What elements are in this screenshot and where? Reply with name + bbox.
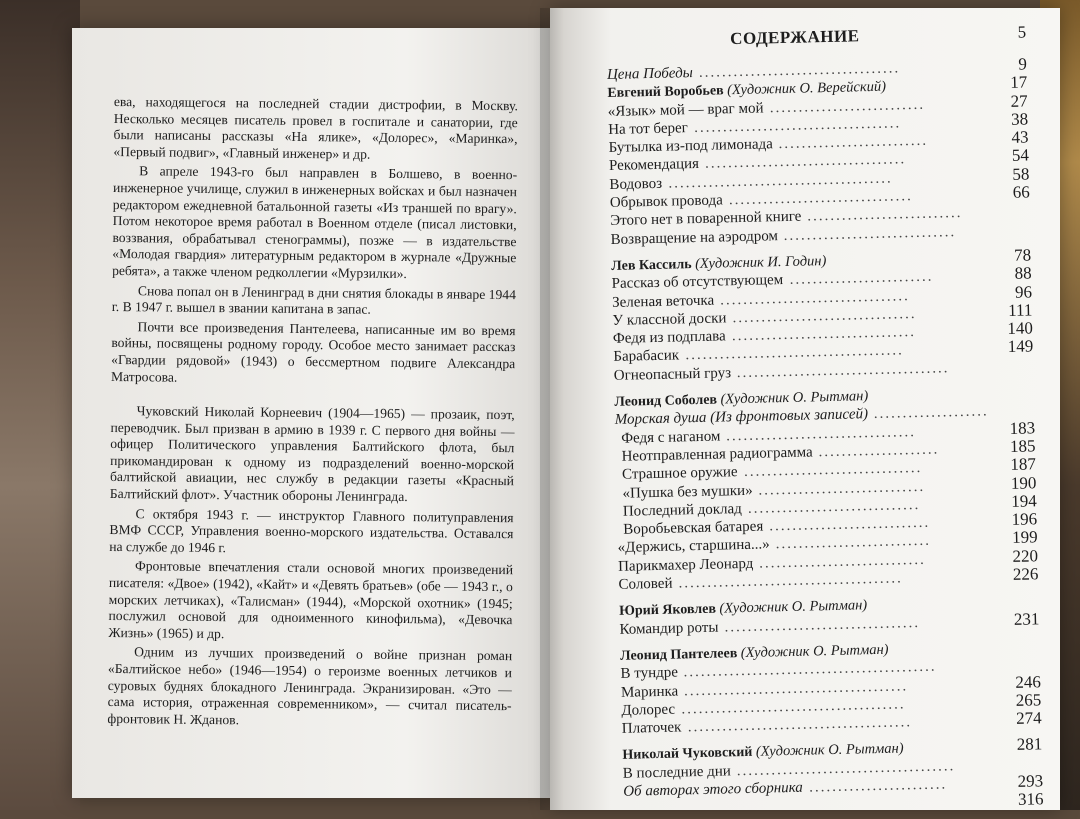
toc-leader-dots: .......................................	[683, 677, 909, 699]
toc-page-number: 88	[1014, 263, 1032, 284]
toc-leader-dots: .......................................	[668, 170, 893, 192]
toc-leader-dots: ............................	[769, 514, 931, 535]
toc-entry-label: Цена Победы	[606, 65, 694, 83]
toc-author-name: Николай Чуковский	[622, 745, 753, 764]
toc-entry-label: Морская душа (Из фронтовых записей)	[614, 406, 869, 429]
toc-leader-dots: ............................................	[683, 658, 937, 681]
toc-author-artist: (Художник О. Рытман)	[719, 597, 868, 617]
left-paragraph: ева, находящегося на последней стадии дистрофии, в Москву. Несколько месяцев писатель провел в госпитале и санатории, где были написаны рассказы «На ялике», «Долорес», «Маринка», «Первый подвиг», «Главный инженер» и др.	[113, 94, 518, 162]
toc-page-number: 316	[1017, 789, 1044, 810]
toc-leader-dots: ....................	[873, 403, 989, 423]
toc-leader-dots: ......................................	[685, 342, 904, 364]
toc-entry-label: Воробьевская батарея	[623, 518, 764, 538]
toc-author-artist: (Художник О. Рытман)	[755, 740, 904, 761]
toc-entry-label: «Держись, старшина...»	[617, 536, 770, 557]
toc-entry-label: Барабасик	[613, 347, 680, 366]
toc-page-number: 190	[1010, 472, 1037, 493]
toc-author-name: Юрий Яковлев	[618, 601, 717, 620]
toc-leader-dots: .....................	[818, 441, 940, 461]
open-book	[62, 0, 1062, 810]
toc-author-name: Лев Кассиль	[611, 257, 692, 274]
toc-page-number: 185	[1009, 436, 1036, 456]
toc-page-number: 293	[1017, 771, 1044, 791]
toc-entry-label: «Пушка без мушки»	[622, 482, 753, 502]
toc-page-number: 265	[1015, 690, 1042, 710]
right-page	[550, 8, 1060, 810]
toc-author-artist: (Художник О. Рытман)	[720, 388, 869, 408]
toc-page-number: 226	[1012, 564, 1039, 584]
toc-entry-label: Бутылка из-под лимонада	[608, 136, 774, 157]
toc-entry-label: На тот берег	[608, 120, 688, 138]
toc-leader-dots: ................................	[732, 305, 917, 327]
toc-page-number: 194	[1011, 491, 1037, 511]
toc-page-number: 246	[1015, 671, 1042, 692]
left-paragraph: Чуковский Николай Корнеевич (1904—1965) — прозаик, поэт, переводчик. Был призван в армию в 1939 г. С первого дня войны — офицер Политического управления Балтийского флота, был прикомандирован к одному из подразделений военно-морской балтийской авиации, нес службу в редакции газеты «Красный Балтийский флот». Участник обороны Ленинграда.	[109, 403, 515, 505]
toc-leader-dots: .......................................	[687, 714, 913, 736]
toc-leader-dots: .......................................	[678, 570, 903, 592]
toc-entry-label: Страшное оружие	[621, 464, 738, 483]
toc-leader-dots: .................................	[719, 287, 910, 309]
toc-title: СОДЕРЖАНИЕ	[729, 26, 860, 49]
toc-page-number: 220	[1012, 546, 1039, 566]
toc-leader-dots: ...........................	[775, 533, 932, 553]
left-paragraph: Одним из лучших произведений о войне признан роман «Балтийское небо» (1946—1954) о героизме военных летчиков и суровых буднях блокадного Ленинграда. Экранизирован. «Это — сама история, отраженная современником», — считал писатель-фронтовик Н. Жданов.	[107, 644, 513, 728]
toc-leader-dots: ....................................	[694, 115, 902, 136]
toc-leader-dots: .............................	[758, 478, 926, 499]
toc-entry-label: Маринка	[620, 683, 679, 701]
toc-page-number: 274	[1015, 708, 1042, 728]
toc-author-artist: (Художник О. Рытман)	[740, 641, 889, 662]
toc-author-name: Леонид Соболев	[614, 392, 718, 410]
toc-leader-dots: ..............................	[747, 496, 921, 517]
toc-page-number: 54	[1011, 145, 1030, 166]
toc-entry-label: Зеленая веточка	[611, 292, 715, 311]
book-spine	[540, 8, 564, 810]
toc-leader-dots: ........................	[809, 776, 948, 796]
toc-entry-label: Соловей	[618, 575, 673, 593]
toc-entry-label: Долорес	[621, 701, 676, 719]
toc-page-number: 199	[1011, 527, 1038, 548]
toc-entry-label: «Язык» мой — враг мой	[607, 100, 764, 120]
toc-entry-label: Парикмахер Леонард	[617, 555, 754, 575]
toc-entry-label: Командир роты	[619, 619, 719, 638]
left-page	[72, 28, 550, 798]
toc-entry-label: Неотправленная радиограмма	[621, 444, 813, 465]
toc-entry-label: Об авторах этого сборника	[623, 779, 804, 800]
toc-leader-dots: ................................	[731, 324, 917, 345]
left-paragraph: Почти все произведения Пантелеева, написанные им во время войны, посвящены родному городу. Особое место занимает рассказ «Гвардии рядовой» (1943) о бессмертном подвиге Александра Матросова.	[110, 318, 516, 385]
toc-page-number: 183	[1009, 418, 1036, 438]
toc-entry-label: Платочек	[621, 719, 682, 737]
toc-page-number: 187	[1010, 454, 1037, 475]
toc-page-number: 78	[1013, 245, 1032, 265]
toc-page-number: 140	[1007, 318, 1034, 339]
toc-page-number: 58	[1012, 164, 1030, 184]
toc-page-number: 196	[1011, 509, 1038, 530]
toc-leader-dots: ...........................	[769, 96, 926, 116]
left-paragraph: В апреле 1943-го был направлен в Болшево, в военно-инженерное училище, служил в инженерных войсках и был назначен редактором ежедневной батальонной газеты «Из траншей по врагу». Потом некоторое время работал в Военном отделе (писал листовки, воззвания, обрабатывал стенограммы), позже — в издательстве «Молодая гвардия» литературным редактором в журнале «Дружные ребята», а также членом редколлегии «Мурзилки».	[112, 163, 518, 282]
toc-page-number: 27	[1010, 91, 1028, 111]
toc-leader-dots: ................................	[728, 188, 913, 209]
toc-entry-label: В тундре	[620, 664, 679, 683]
toc-entry-label: Водовоз	[609, 175, 663, 193]
toc-entry-label: Рекомендация	[608, 156, 700, 175]
toc-leader-dots: ..........................	[778, 132, 929, 153]
toc-leader-dots: ...........................	[807, 205, 963, 225]
toc-author-name: Евгений Воробьев	[607, 83, 724, 102]
toc-author-artist: (Художник О. Верейский)	[726, 78, 887, 99]
toc-entry-label: Возвращение на аэродром	[610, 227, 779, 248]
toc-entry-label: Обрывок провода	[609, 192, 723, 212]
toc-entry-label: Рассказ об отсутствующем	[611, 272, 784, 293]
toc-entry-label: Последний доклад	[622, 500, 743, 520]
toc-page-number: 43	[1011, 127, 1029, 148]
toc-leader-dots: .................................	[726, 423, 917, 445]
toc-page-number: 231	[1013, 608, 1040, 629]
toc-page-number: 9	[1018, 54, 1028, 74]
toc-entry-label: Огнеопасный груз	[613, 365, 732, 384]
toc-page-number: 111	[1007, 300, 1033, 320]
toc-entry-label: У классной доски	[612, 310, 727, 329]
left-paragraph: С октября 1943 г. — инструктор Главного политуправления ВМФ СССР, Управления военно-морского издательства. Оставался на службе до 1946 г.	[109, 505, 514, 556]
left-paragraph: Снова попал он в Ленинград в дни снятия блокады в январе 1944 г. В 1947 г. вышел в звании капитана в запас.	[111, 282, 517, 317]
toc-author-artist: (Художник И. Годин)	[694, 253, 827, 273]
toc-leader-dots: .............................	[758, 551, 926, 572]
toc-entry-label: В последние дни	[622, 763, 732, 782]
left-paragraph: Фронтовые впечатления стали основой многих произведений писателя: «Двое» (1942), «Кайт» и «Девять братьев» (обе — 1943 г., о морских летчиках), «Талисман» (1944), «Морской охотник» (1945; послужил основой для одноименного кинофильма), «Девочка Жизнь» (1965) и др.	[108, 558, 514, 641]
table-of-contents	[606, 22, 1064, 819]
toc-leader-dots: .....................................	[736, 360, 950, 381]
toc-rows	[607, 56, 1064, 819]
toc-leader-dots: ...................................	[698, 60, 901, 81]
toc-page-number: 17	[1010, 72, 1028, 93]
left-page-text	[107, 94, 518, 735]
toc-author-name: Леонид Пантелеев	[619, 646, 738, 664]
toc-page-number: 96	[1014, 281, 1033, 302]
toc-leader-dots: .........................	[789, 268, 934, 289]
toc-leader-dots: ......................................	[736, 757, 956, 779]
toc-page-number: 149	[1007, 336, 1034, 357]
toc-entry-label: Федя с наганом	[621, 428, 721, 447]
toc-leader-dots: .......................................	[681, 696, 906, 718]
toc-leader-dots: ..............................	[783, 223, 957, 244]
toc-leader-dots: ..................................	[724, 614, 921, 636]
toc-leader-dots: ...............................	[743, 460, 923, 481]
toc-page-number: 281	[1016, 734, 1043, 755]
toc-page-number: 66	[1012, 182, 1030, 202]
toc-entry-label: Федя из подплава	[612, 328, 726, 348]
toc-page-number: 38	[1010, 109, 1029, 129]
toc-entry-label: Этого нет в поваренной книге	[610, 208, 802, 230]
toc-leader-dots: ...................................	[704, 151, 907, 173]
toc-title-page: 5	[1017, 22, 1027, 42]
